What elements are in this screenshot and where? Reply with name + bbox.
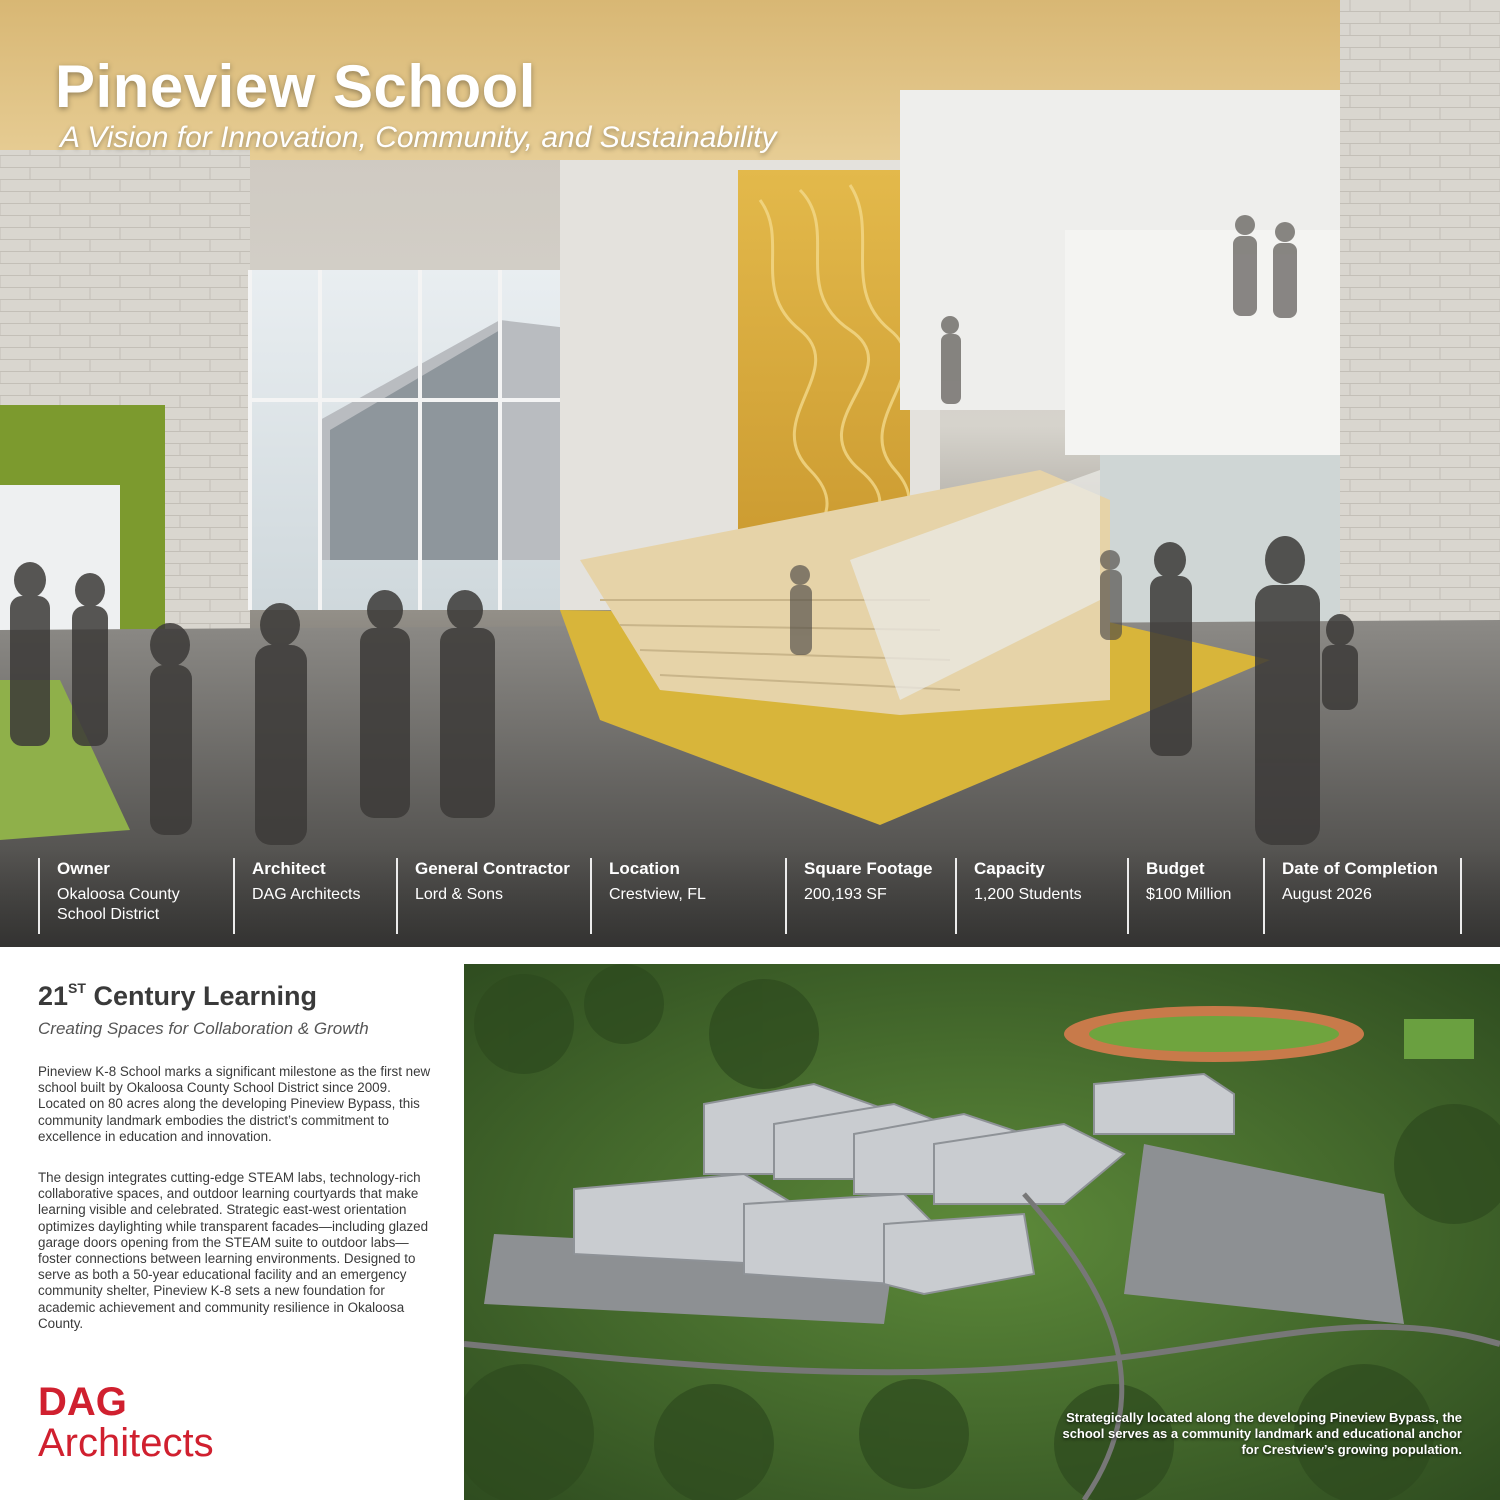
- fact-label: Date of Completion: [1282, 859, 1438, 878]
- fact-location: [590, 858, 706, 934]
- body-paragraph-2: The design integrates cutting-edge STEAM labs, technology-rich collaborative spaces, and outdoor learning courtyards that make learning visible and celebrated. Strategic east-west orientation optimizes daylighting while transparent facades—including glazed garage doors opening from the STEAM suite to outdoor labs—foster connections between learning environments. Designed to serve as both a 50-year educational facility and an emergency community shelter, Pineview K-8 sets a new foundation for academic achievement and community resilience in Okaloosa County.: [38, 1170, 429, 1331]
- fact-square-footage: [785, 858, 932, 934]
- page-subtitle: A Vision for Innovation, Community, and Sustainability: [60, 121, 777, 154]
- fact-label: Budget: [1146, 859, 1205, 878]
- fact-value: 200,193 SF: [804, 886, 887, 903]
- logo-architects: Architects: [38, 1421, 214, 1465]
- aerial-caption: Strategically located along the developing Pineview Bypass, the school serves as a community landmark and educational anchor for Crestview’s growing population.: [1062, 1410, 1462, 1457]
- section-title-text: Century Learning: [85, 981, 317, 1011]
- fact-value: Crestview, FL: [609, 886, 706, 903]
- section-title-number: 21: [38, 981, 69, 1011]
- aerial-rendering: [464, 964, 1500, 1500]
- fact-label: Location: [609, 859, 680, 878]
- fact-label: General Contractor: [415, 859, 570, 878]
- fact-divider: [1460, 858, 1462, 934]
- section-title-superscript: ST: [68, 980, 86, 996]
- fact-budget: [1127, 858, 1231, 934]
- fact-label: Square Footage: [804, 859, 933, 878]
- fact-label: Architect: [252, 859, 326, 878]
- fact-capacity: [955, 858, 1082, 934]
- page-title: Pineview School: [55, 53, 536, 120]
- fact-value: DAG Architects: [252, 886, 361, 903]
- project-facts-bar: [0, 848, 1500, 947]
- fact-date-of-completion: [1263, 858, 1438, 934]
- logo-dag: DAG: [38, 1380, 127, 1424]
- fact-label: Owner: [57, 859, 110, 878]
- fact-value: Lord & Sons: [415, 886, 504, 903]
- body-paragraph-1: Pineview K-8 School marks a significant milestone as the first new school built by Okaloosa County School District since 2009. Located on 80 acres along the developing Pineview Bypass, this community landmark embodies the district’s commitment to excellence in education and innovation.: [38, 1064, 431, 1144]
- fact-value: 1,200 Students: [974, 886, 1082, 903]
- fact-value: Okaloosa County School District: [57, 886, 180, 923]
- fact-architect: [233, 858, 360, 934]
- fact-value: $100 Million: [1146, 886, 1232, 903]
- section-subtitle: Creating Spaces for Collaboration & Growth: [38, 1019, 369, 1038]
- fact-general-contractor: [396, 858, 570, 934]
- fact-value: August 2026: [1282, 886, 1372, 903]
- section-title: [38, 980, 317, 1012]
- fact-owner: [38, 858, 180, 934]
- fact-label: Capacity: [974, 859, 1045, 878]
